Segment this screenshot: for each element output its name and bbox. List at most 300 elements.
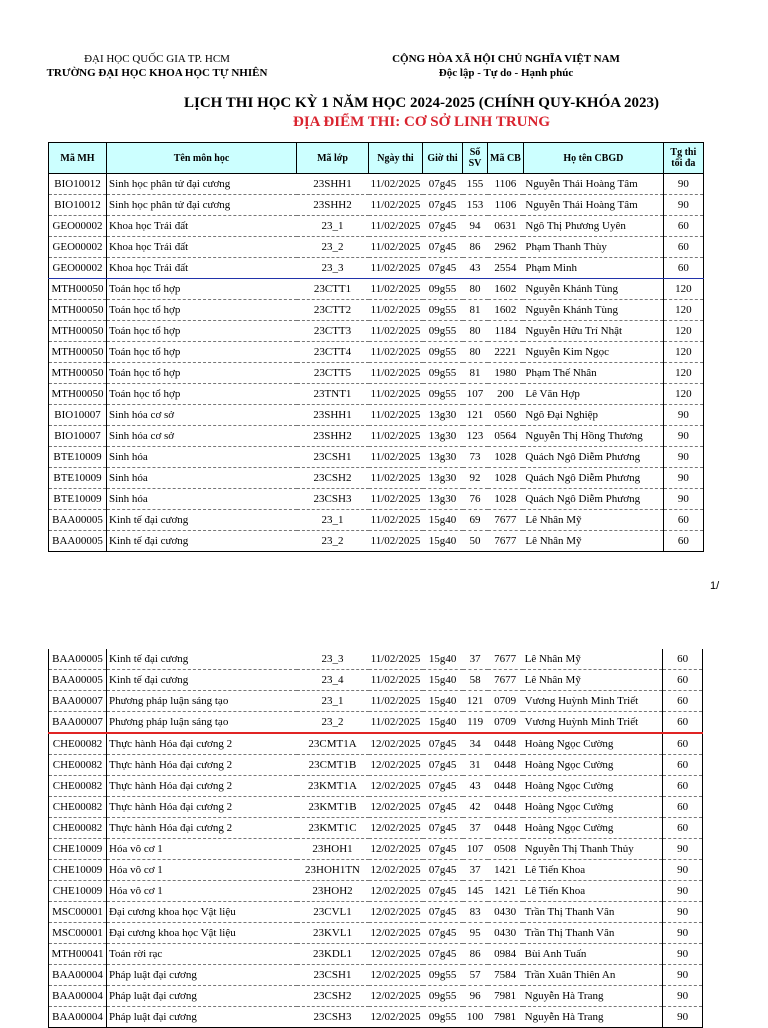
cell-ten-mon: Phương pháp luận sáng tạo (107, 712, 297, 734)
cell-ma-mh: BIO10012 (49, 195, 107, 216)
table-row (49, 691, 703, 712)
cell-ma-mh: CHE00082 (49, 797, 107, 818)
cell-ngay-thi: 12/02/2025 (369, 839, 423, 860)
cell-tg-thi: 90 (663, 881, 703, 902)
table-row (49, 405, 704, 426)
cell-tg-thi: 60 (663, 818, 703, 839)
cell-ma-lop: 23_2 (297, 712, 369, 734)
cell-so-sv: 145 (463, 881, 488, 902)
cell-ngay-thi: 12/02/2025 (369, 881, 423, 902)
col-so-sv (463, 143, 488, 174)
cell-ma-lop: 23CTT2 (297, 300, 369, 321)
cell-ho-ten: Lê Nhân Mỹ (523, 510, 663, 531)
cell-so-sv: 155 (463, 174, 488, 195)
cell-ho-ten: Nguyễn Kim Ngọc (523, 342, 663, 363)
cell-ngay-thi: 11/02/2025 (369, 531, 423, 552)
cell-ten-mon: Pháp luật đại cương (107, 1007, 297, 1028)
cell-tg-thi: 90 (663, 447, 703, 468)
cell-ngay-thi: 12/02/2025 (369, 797, 423, 818)
cell-ma-cb: 1106 (488, 195, 524, 216)
cell-ma-mh: BTE10009 (49, 447, 107, 468)
cell-so-sv: 80 (463, 342, 488, 363)
cell-tg-thi: 90 (663, 839, 703, 860)
cell-ho-ten: Vương Huỳnh Minh Triết (523, 712, 663, 734)
cell-tg-thi: 120 (663, 342, 703, 363)
cell-ten-mon: Sinh hóa cơ sở (107, 426, 297, 447)
cell-ma-cb: 7981 (488, 1007, 523, 1028)
cell-ma-mh: BAA00005 (49, 510, 107, 531)
cell-ma-lop: 23HOH2 (297, 881, 369, 902)
cell-ho-ten: Trần Thị Thanh Vân (523, 923, 663, 944)
cell-ma-cb: 1421 (488, 881, 523, 902)
cell-ho-ten: Hoàng Ngọc Cường (523, 776, 663, 797)
cell-ten-mon: Thực hành Hóa đại cương 2 (107, 776, 297, 797)
cell-ten-mon: Kinh tế đại cương (107, 649, 297, 670)
cell-ho-ten: Hoàng Ngọc Cường (523, 755, 663, 776)
cell-ma-mh: BAA00004 (49, 1007, 107, 1028)
cell-tg-thi: 60 (663, 531, 703, 552)
cell-ma-cb: 0448 (488, 755, 523, 776)
cell-ma-cb: 1028 (488, 447, 524, 468)
cell-ma-cb: 2962 (488, 237, 524, 258)
cell-ho-ten: Hoàng Ngọc Cường (523, 818, 663, 839)
cell-gio-thi: 09g55 (423, 384, 463, 405)
cell-ma-cb: 1028 (488, 468, 524, 489)
cell-ngay-thi: 12/02/2025 (369, 986, 423, 1007)
cell-so-sv: 123 (463, 426, 488, 447)
cell-tg-thi: 60 (663, 670, 703, 691)
cell-ma-mh: BTE10009 (49, 489, 107, 510)
cell-ma-lop: 23_2 (297, 531, 369, 552)
cell-ma-cb: 0508 (488, 839, 523, 860)
cell-ten-mon: Kinh tế đại cương (107, 510, 297, 531)
cell-tg-thi: 60 (663, 776, 703, 797)
cell-ma-cb: 1184 (488, 321, 524, 342)
cell-so-sv: 107 (463, 384, 488, 405)
cell-gio-thi: 13g30 (423, 426, 463, 447)
table-row (49, 923, 703, 944)
cell-ma-mh: GEO00002 (49, 237, 107, 258)
cell-ma-mh: BAA00005 (49, 649, 107, 670)
table-row (49, 733, 703, 755)
cell-ho-ten: Quách Ngô Diễm Phương (523, 468, 663, 489)
table-row (49, 342, 704, 363)
cell-ma-cb: 0709 (488, 712, 523, 734)
cell-tg-thi: 90 (663, 1007, 703, 1028)
table-row (49, 944, 703, 965)
cell-so-sv: 76 (463, 489, 488, 510)
cell-ten-mon: Đại cương khoa học Vật liệu (107, 923, 297, 944)
cell-ma-cb: 7677 (488, 510, 524, 531)
cell-ten-mon: Thực hành Hóa đại cương 2 (107, 733, 297, 755)
cell-ten-mon: Hóa vô cơ 1 (107, 839, 297, 860)
table-row (49, 860, 703, 881)
cell-ma-lop: 23CMT1A (297, 733, 369, 755)
cell-ngay-thi: 11/02/2025 (369, 384, 423, 405)
cell-ngay-thi: 11/02/2025 (369, 510, 423, 531)
cell-ma-lop: 23CVL1 (297, 902, 369, 923)
cell-ho-ten: Nguyễn Thị Hồng Thương (523, 426, 663, 447)
cell-gio-thi: 15g40 (423, 649, 463, 670)
table-row (49, 712, 703, 734)
cell-gio-thi: 07g45 (423, 237, 463, 258)
cell-gio-thi: 07g45 (423, 195, 463, 216)
cell-so-sv: 107 (463, 839, 488, 860)
cell-ho-ten: Ngô Thị Phương Uyên (523, 216, 663, 237)
cell-ngay-thi: 11/02/2025 (369, 237, 423, 258)
cell-tg-thi: 90 (663, 195, 703, 216)
cell-gio-thi: 07g45 (423, 733, 463, 755)
cell-ngay-thi: 11/02/2025 (369, 426, 423, 447)
cell-ngay-thi: 12/02/2025 (369, 1007, 423, 1028)
cell-ma-cb: 1980 (488, 363, 524, 384)
cell-ngay-thi: 12/02/2025 (369, 733, 423, 755)
cell-ma-mh: BIO10007 (49, 405, 107, 426)
cell-ma-mh: BAA00004 (49, 986, 107, 1007)
cell-gio-thi: 07g45 (423, 818, 463, 839)
cell-so-sv: 73 (463, 447, 488, 468)
cell-ho-ten: Nguyễn Thái Hoàng Tâm (523, 195, 663, 216)
cell-ngay-thi: 11/02/2025 (369, 649, 423, 670)
cell-ho-ten: Lê Tiến Khoa (523, 881, 663, 902)
table-row (49, 965, 703, 986)
cell-ngay-thi: 11/02/2025 (369, 258, 423, 279)
cell-ten-mon: Pháp luật đại cương (107, 986, 297, 1007)
cell-so-sv: 31 (463, 755, 488, 776)
cell-ma-lop: 23CTT1 (297, 279, 369, 300)
cell-ma-mh: BIO10012 (49, 174, 107, 195)
cell-ten-mon: Pháp luật đại cương (107, 965, 297, 986)
cell-ma-mh: MSC00001 (49, 902, 107, 923)
cell-ngay-thi: 12/02/2025 (369, 965, 423, 986)
cell-ma-mh: CHE00082 (49, 733, 107, 755)
col-ma-lop: Mã lớp (297, 143, 369, 174)
table-row (49, 258, 704, 279)
table-row (49, 237, 704, 258)
cell-ma-cb: 1028 (488, 489, 524, 510)
cell-ma-lop: 23HOH1 (297, 839, 369, 860)
tg-line2: tối đa (671, 158, 696, 169)
cell-ngay-thi: 11/02/2025 (369, 279, 423, 300)
cell-ngay-thi: 11/02/2025 (369, 489, 423, 510)
cell-tg-thi: 90 (663, 944, 703, 965)
cell-ma-cb: 0448 (488, 797, 523, 818)
cell-ten-mon: Toán học tổ hợp (107, 321, 297, 342)
cell-ma-lop: 23_3 (297, 258, 369, 279)
cell-ma-mh: MTH00050 (49, 363, 107, 384)
table-row (49, 776, 703, 797)
table-row (49, 649, 703, 670)
cell-ma-lop: 23SHH1 (297, 174, 369, 195)
cell-gio-thi: 15g40 (423, 691, 463, 712)
table-row (49, 531, 704, 552)
cell-gio-thi: 07g45 (423, 755, 463, 776)
cell-gio-thi: 15g40 (423, 510, 463, 531)
col-ho-ten: Họ tên CBGD (523, 143, 663, 174)
cell-tg-thi: 60 (663, 649, 703, 670)
table-row (49, 881, 703, 902)
cell-ngay-thi: 11/02/2025 (369, 195, 423, 216)
cell-ngay-thi: 12/02/2025 (369, 944, 423, 965)
cell-ma-lop: 23CSH1 (297, 447, 369, 468)
cell-tg-thi: 60 (663, 216, 703, 237)
cell-gio-thi: 09g55 (423, 363, 463, 384)
cell-ho-ten: Phạm Minh (523, 258, 663, 279)
cell-ten-mon: Sinh hóa (107, 489, 297, 510)
cell-ho-ten: Lê Văn Hợp (523, 384, 663, 405)
cell-ho-ten: Lê Tiến Khoa (523, 860, 663, 881)
cell-gio-thi: 09g55 (423, 1007, 463, 1028)
cell-ngay-thi: 11/02/2025 (369, 321, 423, 342)
cell-ma-lop: 23CSH3 (297, 489, 369, 510)
table-row (49, 300, 704, 321)
cell-ma-cb: 7677 (488, 649, 523, 670)
cell-ma-mh: CHE00082 (49, 755, 107, 776)
table-row (49, 1007, 703, 1028)
cell-ho-ten: Quách Ngô Diễm Phương (523, 489, 663, 510)
cell-tg-thi: 120 (663, 279, 703, 300)
cell-so-sv: 58 (463, 670, 488, 691)
cell-ma-lop: 23CSH3 (297, 1007, 369, 1028)
cell-ten-mon: Thực hành Hóa đại cương 2 (107, 755, 297, 776)
cell-ngay-thi: 11/02/2025 (369, 405, 423, 426)
cell-ngay-thi: 11/02/2025 (369, 174, 423, 195)
col-tg-thi (663, 143, 703, 174)
cell-ma-cb: 0448 (488, 818, 523, 839)
cell-gio-thi: 09g55 (423, 321, 463, 342)
cell-ten-mon: Kinh tế đại cương (107, 670, 297, 691)
cell-so-sv: 37 (463, 818, 488, 839)
cell-ma-lop: 23TNT1 (297, 384, 369, 405)
cell-so-sv: 42 (463, 797, 488, 818)
cell-ma-mh: BAA00005 (49, 531, 107, 552)
cell-ma-mh: GEO00002 (49, 258, 107, 279)
cell-ma-cb: 2554 (488, 258, 524, 279)
cell-gio-thi: 07g45 (423, 944, 463, 965)
cell-ma-lop: 23KMT1B (297, 797, 369, 818)
cell-ma-lop: 23KVL1 (297, 923, 369, 944)
cell-ten-mon: Sinh hóa cơ sở (107, 405, 297, 426)
cell-ho-ten: Nguyễn Hà Trang (523, 986, 663, 1007)
cell-gio-thi: 09g55 (423, 342, 463, 363)
cell-ten-mon: Hóa vô cơ 1 (107, 881, 297, 902)
cell-tg-thi: 90 (663, 965, 703, 986)
cell-tg-thi: 60 (663, 691, 703, 712)
cell-so-sv: 100 (463, 1007, 488, 1028)
table-row (49, 174, 704, 195)
cell-ma-cb: 7677 (488, 670, 523, 691)
cell-ngay-thi: 12/02/2025 (369, 818, 423, 839)
exam-schedule-table (48, 142, 704, 552)
cell-ma-cb: 0448 (488, 733, 523, 755)
cell-ma-mh: BAA00007 (49, 691, 107, 712)
cell-ngay-thi: 11/02/2025 (369, 447, 423, 468)
cell-ten-mon: Khoa học Trái đất (107, 237, 297, 258)
cell-ma-mh: CHE10009 (49, 881, 107, 902)
cell-ngay-thi: 12/02/2025 (369, 860, 423, 881)
cell-gio-thi: 07g45 (423, 839, 463, 860)
university-name: ĐẠI HỌC QUỐC GIA TP. HCM (84, 53, 230, 65)
cell-so-sv: 95 (463, 923, 488, 944)
cell-ma-cb: 7981 (488, 986, 523, 1007)
cell-ngay-thi: 11/02/2025 (369, 670, 423, 691)
table-row (49, 468, 704, 489)
cell-gio-thi: 15g40 (423, 712, 463, 734)
cell-ma-lop: 23KMT1C (297, 818, 369, 839)
table-row (49, 426, 704, 447)
cell-gio-thi: 09g55 (423, 279, 463, 300)
cell-ten-mon: Toán học tổ hợp (107, 279, 297, 300)
cell-ten-mon: Thực hành Hóa đại cương 2 (107, 797, 297, 818)
cell-so-sv: 43 (463, 776, 488, 797)
cell-tg-thi: 90 (663, 902, 703, 923)
cell-ho-ten: Phạm Thế Nhân (523, 363, 663, 384)
cell-ma-lop: 23_1 (297, 216, 369, 237)
country-name: CỘNG HÒA XÃ HỘI CHỦ NGHĨA VIỆT NAM (392, 53, 620, 65)
cell-so-sv: 50 (463, 531, 488, 552)
cell-tg-thi: 90 (663, 923, 703, 944)
cell-ma-mh: CHE10009 (49, 860, 107, 881)
table-row (49, 384, 704, 405)
cell-ma-lop: 23_1 (297, 691, 369, 712)
cell-ma-lop: 23HOH1TN (297, 860, 369, 881)
cell-ten-mon: Toán học tổ hợp (107, 363, 297, 384)
cell-gio-thi: 07g45 (423, 216, 463, 237)
tg-line1: Tg thi (670, 147, 697, 158)
cell-ho-ten: Trần Thị Thanh Vân (523, 902, 663, 923)
cell-so-sv: 119 (463, 712, 488, 734)
cell-ho-ten: Nguyễn Thái Hoàng Tâm (523, 174, 663, 195)
cell-ngay-thi: 11/02/2025 (369, 691, 423, 712)
cell-ngay-thi: 11/02/2025 (369, 216, 423, 237)
cell-so-sv: 43 (463, 258, 488, 279)
cell-so-sv: 37 (463, 860, 488, 881)
cell-ngay-thi: 12/02/2025 (369, 923, 423, 944)
cell-tg-thi: 120 (663, 384, 703, 405)
cell-so-sv: 34 (463, 733, 488, 755)
col-ma-mh: Mã MH (49, 143, 107, 174)
cell-ngay-thi: 11/02/2025 (369, 342, 423, 363)
page-number: 1/ (710, 580, 720, 592)
cell-ma-mh: GEO00002 (49, 216, 107, 237)
cell-ho-ten: Lê Nhân Mỹ (523, 531, 663, 552)
cell-ma-lop: 23CMT1B (297, 755, 369, 776)
cell-so-sv: 86 (463, 237, 488, 258)
cell-ma-mh: CHE00082 (49, 818, 107, 839)
cell-so-sv: 121 (463, 691, 488, 712)
page-title: LỊCH THI HỌC KỲ 1 NĂM HỌC 2024-2025 (CHÍNH QUY-KHÓA 2023) (183, 95, 660, 111)
cell-ten-mon: Sinh hóa (107, 447, 297, 468)
cell-ngay-thi: 12/02/2025 (369, 776, 423, 797)
cell-tg-thi: 120 (663, 300, 703, 321)
table-row (49, 279, 704, 300)
cell-tg-thi: 120 (663, 363, 703, 384)
cell-ma-lop: 23SHH2 (297, 195, 369, 216)
cell-so-sv: 94 (463, 216, 488, 237)
cell-ten-mon: Đại cương khoa học Vật liệu (107, 902, 297, 923)
cell-ma-lop: 23CSH2 (297, 986, 369, 1007)
cell-ngay-thi: 11/02/2025 (369, 363, 423, 384)
table-row (49, 797, 703, 818)
cell-ma-mh: MTH00050 (49, 342, 107, 363)
col-ten-mon: Tên môn học (107, 143, 297, 174)
cell-ho-ten: Vương Huỳnh Minh Triết (523, 691, 663, 712)
cell-ma-lop: 23SHH2 (297, 426, 369, 447)
cell-tg-thi: 90 (663, 468, 703, 489)
cell-ma-cb: 0709 (488, 691, 523, 712)
cell-ma-mh: BAA00007 (49, 712, 107, 734)
cell-so-sv: 69 (463, 510, 488, 531)
cell-gio-thi: 07g45 (423, 174, 463, 195)
cell-gio-thi: 09g55 (423, 300, 463, 321)
cell-so-sv: 81 (463, 300, 488, 321)
cell-gio-thi: 13g30 (423, 468, 463, 489)
cell-gio-thi: 07g45 (423, 881, 463, 902)
cell-gio-thi: 07g45 (423, 776, 463, 797)
cell-ho-ten: Quách Ngô Diễm Phương (523, 447, 663, 468)
motto: Độc lập - Tự do - Hạnh phúc (438, 67, 574, 79)
cell-ma-mh: BIO10007 (49, 426, 107, 447)
table-row (49, 839, 703, 860)
institution-header (40, 52, 274, 80)
cell-ma-mh: CHE00082 (49, 776, 107, 797)
cell-ma-mh: MTH00050 (49, 321, 107, 342)
exam-location: ĐỊA ĐIỂM THI: CƠ SỞ LINH TRUNG (293, 114, 550, 130)
cell-gio-thi: 09g55 (423, 965, 463, 986)
cell-ho-ten: Nguyễn Hữu Trí Nhật (523, 321, 663, 342)
table-header-row (49, 143, 704, 174)
cell-ma-mh: MTH00050 (49, 384, 107, 405)
cell-ma-cb: 7584 (488, 965, 523, 986)
cell-ngay-thi: 11/02/2025 (369, 300, 423, 321)
cell-ten-mon: Khoa học Trái đất (107, 258, 297, 279)
table-row (49, 818, 703, 839)
cell-ho-ten: Phạm Thanh Thùy (523, 237, 663, 258)
cell-gio-thi: 07g45 (423, 258, 463, 279)
table-row (49, 902, 703, 923)
cell-tg-thi: 90 (663, 489, 703, 510)
cell-ho-ten: Lê Nhân Mỹ (523, 649, 663, 670)
table-row (49, 986, 703, 1007)
cell-ma-cb: 0631 (488, 216, 524, 237)
cell-tg-thi: 90 (663, 426, 703, 447)
cell-ten-mon: Toán học tổ hợp (107, 342, 297, 363)
cell-ma-cb: 7677 (488, 531, 524, 552)
cell-gio-thi: 15g40 (423, 531, 463, 552)
cell-ten-mon: Toán học tổ hợp (107, 384, 297, 405)
cell-ho-ten: Nguyễn Thị Thanh Thủy (523, 839, 663, 860)
cell-ma-lop: 23_2 (297, 237, 369, 258)
cell-ma-cb: 2221 (488, 342, 524, 363)
cell-ma-cb: 0430 (488, 923, 523, 944)
cell-ma-lop: 23CTT3 (297, 321, 369, 342)
cell-so-sv: 80 (463, 279, 488, 300)
cell-ho-ten: Hoàng Ngọc Cường (523, 797, 663, 818)
cell-ma-lop: 23_1 (297, 510, 369, 531)
cell-ma-lop: 23CTT4 (297, 342, 369, 363)
cell-ma-cb: 0560 (488, 405, 524, 426)
table-row (49, 489, 704, 510)
cell-ma-cb: 0448 (488, 776, 523, 797)
col-ma-cb: Mã CB (488, 143, 524, 174)
cell-ma-cb: 1106 (488, 174, 524, 195)
cell-ten-mon: Toán rời rạc (107, 944, 297, 965)
table-row (49, 670, 703, 691)
table-row (49, 216, 704, 237)
cell-so-sv: 37 (463, 649, 488, 670)
cell-ma-cb: 1602 (488, 279, 524, 300)
cell-ma-mh: MTH00050 (49, 300, 107, 321)
